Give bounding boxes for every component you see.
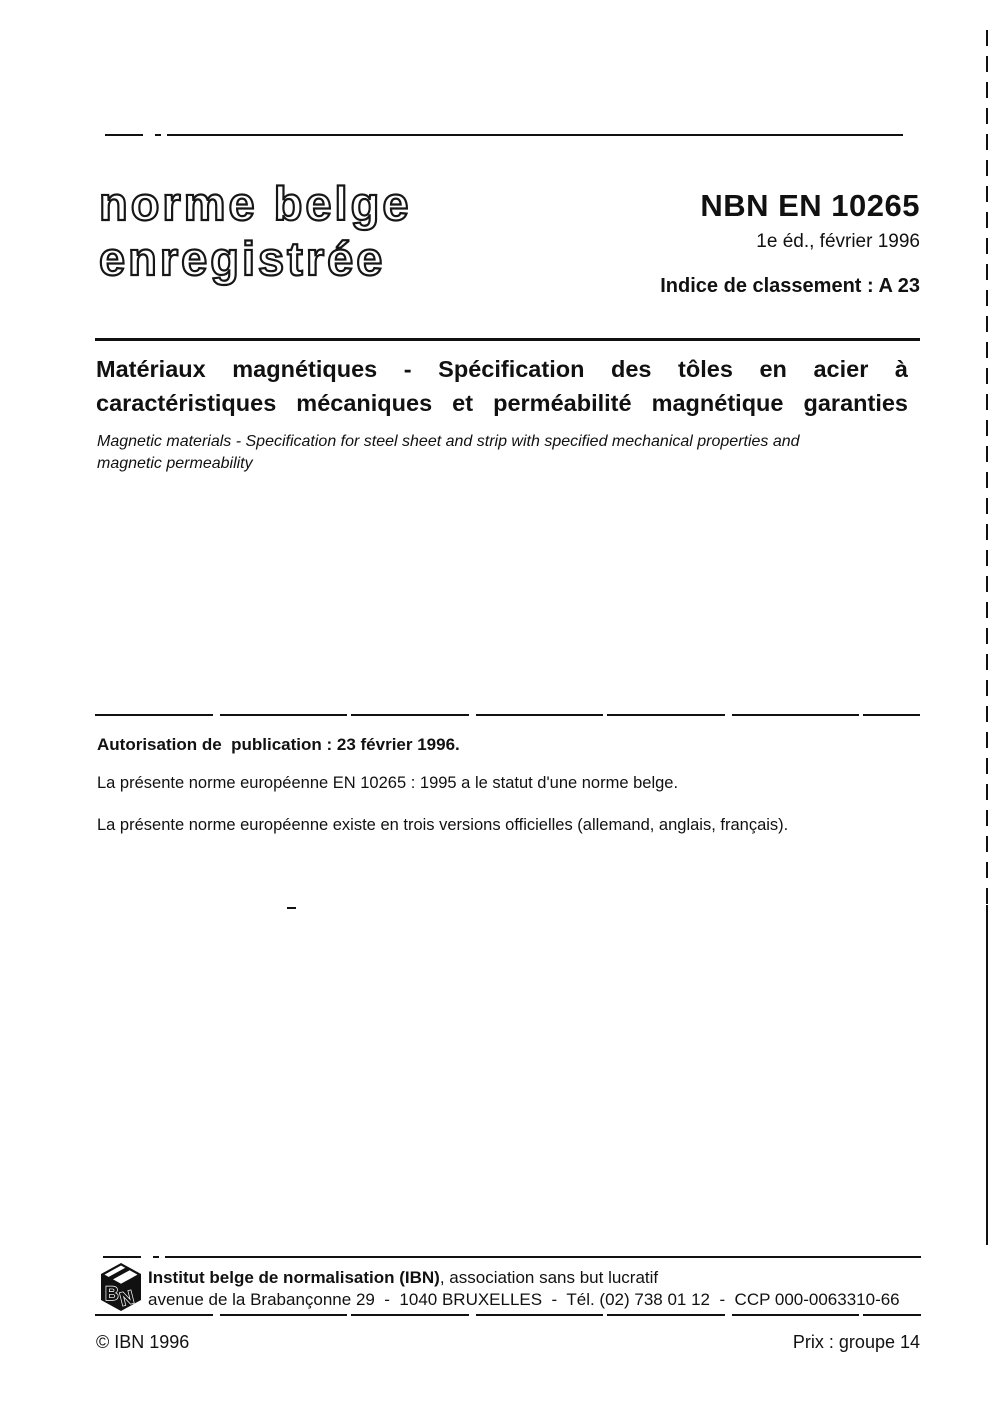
authorization-divider-rule xyxy=(95,714,920,716)
wordmark-norme-belge xyxy=(99,176,411,286)
standard-code: NBN EN 10265 xyxy=(700,188,920,223)
ibn-cube-icon xyxy=(99,1262,143,1312)
status-paragraph: La présente norme européenne EN 10265 : 1995 a le statut d'une norme belge. xyxy=(97,774,679,792)
wordmark-line2: enregistrée xyxy=(99,232,386,285)
institute-description: , association sans but lucratif xyxy=(439,1268,659,1287)
title-divider-rule xyxy=(95,338,920,341)
page-edge-artifact-upper xyxy=(986,30,988,910)
classification-index: Indice de classement : A 23 xyxy=(660,275,920,297)
scan-dash-artifact xyxy=(287,907,296,909)
title-french-line1: Matériaux magnétiques - Spécification des tôles en acier à xyxy=(96,356,908,382)
versions-paragraph: La présente norme européenne existe en trois versions officielles (allemand, anglais, français). xyxy=(97,816,789,834)
ibn-logo xyxy=(99,1262,143,1317)
wordmark-line1: norme belge xyxy=(99,177,412,230)
document-reference-block xyxy=(660,188,920,298)
top-divider-rule xyxy=(97,134,903,136)
institute-line xyxy=(148,1266,658,1290)
copyright-notice: © IBN 1996 xyxy=(96,1332,190,1352)
title-french xyxy=(96,352,908,420)
authorization-line: Autorisation de publication : 23 février 1996. xyxy=(97,735,460,754)
title-french-line2: caractéristiques mécaniques et perméabilité magnétique garanties xyxy=(96,390,908,416)
institute-address: avenue de la Brabançonne 29 - 1040 BRUXELLES - Tél. (02) 738 01 12 - CCP 000-0063310-66 xyxy=(148,1290,900,1309)
logo-letter-n: N xyxy=(117,1287,137,1311)
edition-date: 1e éd., février 1996 xyxy=(756,231,920,252)
price-group: Prix : groupe 14 xyxy=(792,1332,920,1352)
logo-letter-b: B xyxy=(105,1284,119,1305)
title-english-line1: Magnetic materials - Specification for steel sheet and strip with specified mechanical properties and xyxy=(97,433,800,450)
title-english-line2: magnetic permeability xyxy=(97,455,253,472)
footer-bottom-rule xyxy=(95,1314,921,1316)
page-edge-artifact-lower xyxy=(986,905,988,1245)
institute-name: Institut belge de normalisation (IBN) xyxy=(148,1268,440,1287)
footer-top-rule xyxy=(95,1256,921,1258)
title-english xyxy=(97,431,927,475)
